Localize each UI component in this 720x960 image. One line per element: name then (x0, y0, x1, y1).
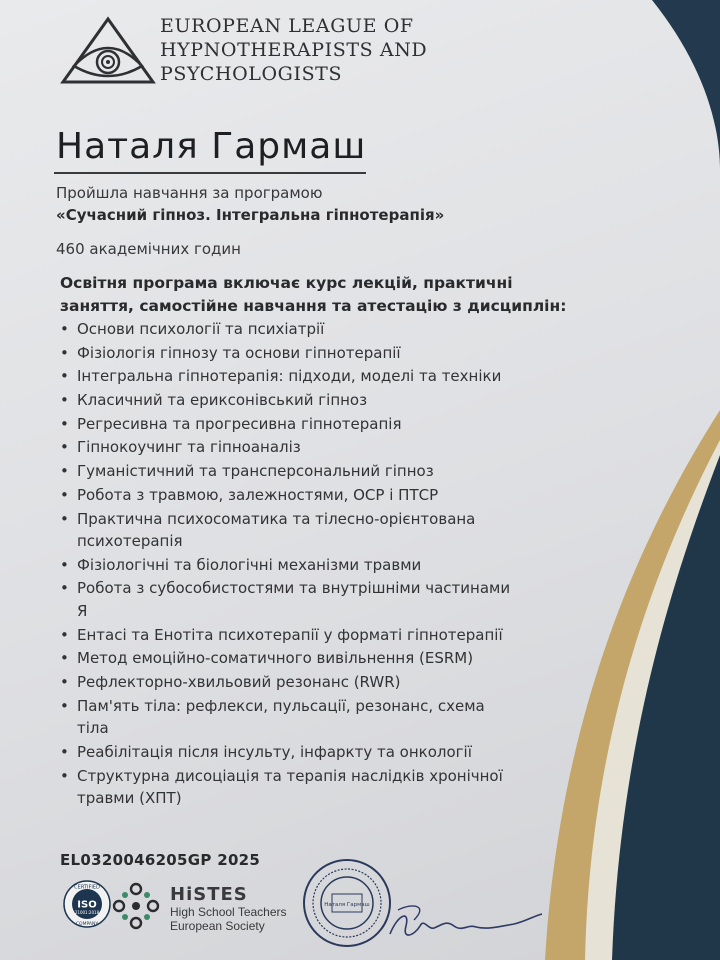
iso-badge-icon (63, 880, 111, 928)
list-item: • Класичний та ериксонівський гіпноз (58, 389, 518, 412)
list-item: • Робота з субособистостями та внутрішніми частинами Я (58, 577, 518, 622)
org-line-3: PSYCHOLOGISTS (160, 63, 343, 85)
program-intro: Освітня програма включає курс лекцій, практичні заняття, самостійне навчання та атестацію з дисциплін: (60, 274, 567, 315)
name-underline (54, 172, 366, 174)
list-item: • Пам'ять тіла: рефлекси, пульсації, резонанс, схема тіла (58, 695, 518, 740)
histes-text (170, 884, 287, 933)
list-item: • Робота з травмою, залежностями, ОСР і ПТСР (58, 484, 518, 507)
iso-top-text: CERTIFIED (74, 884, 100, 891)
iso-main-text: ISO (77, 899, 97, 911)
eye-triangle-logo-icon (60, 16, 156, 86)
histes-line-2: European Society (170, 919, 265, 933)
list-item: • Інтегральна гіпнотерапія: підходи, моделі та техніки (58, 365, 518, 388)
list-item: • Регресивна та прогресивна гіпнотерапія (58, 413, 518, 436)
hours-text: 460 академічних годин (56, 240, 241, 258)
iso-sub-text: 21001:2018 (74, 910, 100, 915)
org-line-1: EUROPEAN LEAGUE OF (160, 15, 414, 37)
list-item: • Структурна дисоціація та терапія наслідків хронічної травми (ХПТ) (58, 765, 518, 810)
seal-center-text: Наталя Гармаш (324, 902, 370, 908)
organization-name (160, 14, 427, 86)
histes-logo-icon (110, 880, 162, 932)
list-item: • Ентасі та Енотіта психотерапії у форматі гіпнотерапії (58, 624, 518, 647)
list-item: • Рефлекторно-хвильовий резонанс (RWR) (58, 671, 518, 694)
list-item: • Гіпнокоучинг та гіпноаналіз (58, 436, 518, 459)
iso-bottom-text: COMPANY (75, 922, 99, 927)
org-line-2: HYPNOTHERAPISTS AND (160, 39, 428, 61)
certificate-code: EL0320046205GP 2025 (60, 851, 261, 869)
program-title: «Сучасний гіпноз. Інтегральна гіпнотерапія» (56, 206, 445, 224)
disciplines-list (58, 318, 518, 811)
list-item: • Основи психології та психіатрії (58, 318, 518, 341)
histes-title: HiSTES (170, 884, 248, 905)
list-item: • Гуманістичний та трансперсональний гіпноз (58, 460, 518, 483)
seal-icon (302, 858, 392, 948)
list-item: • Реабілітація після інсульту, інфаркту та онкології (58, 741, 518, 764)
list-item: • Метод емоційно-соматичного вивільнення (ESRM) (58, 647, 518, 670)
completed-text: Пройшла навчання за програмою (56, 184, 323, 202)
header (60, 14, 460, 88)
recipient-name: Наталя Гармаш (56, 126, 367, 167)
list-item: • Фізіологія гіпнозу та основи гіпнотерапії (58, 342, 518, 365)
histes-line-1: High School Teachers (170, 905, 287, 919)
signature-icon (384, 896, 544, 946)
list-item: • Фізіологічні та біологічні механізми травми (58, 554, 518, 577)
list-item: • Практична психосоматика та тілесно-орієнтована психотерапія (58, 508, 518, 553)
